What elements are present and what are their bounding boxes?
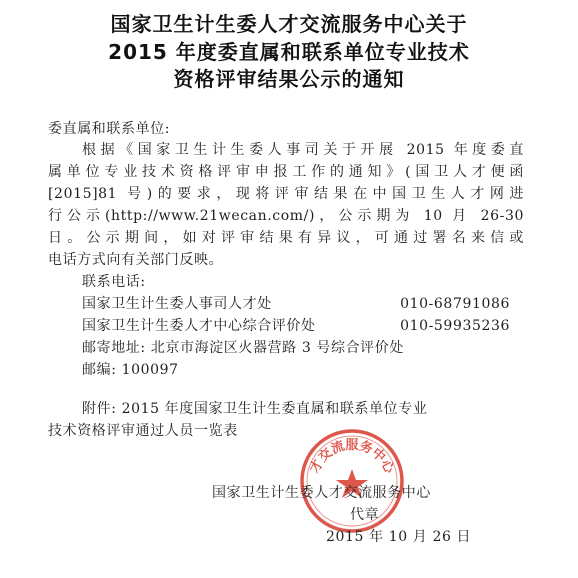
seal-text: 才交流服务中心 <box>307 438 397 476</box>
body-line-1: 根据《国家卫生计生委人事司关于开展 2015 年度委直 <box>82 142 524 158</box>
body-line-2: 属单位专业技术资格评审申报工作的通知》(国卫人才便函 <box>48 164 524 180</box>
postcode: 邮编: 100097 <box>82 362 179 378</box>
contact-row <box>82 294 510 314</box>
title-line-3: 资格评审结果公示的通知 <box>173 67 405 91</box>
contact-name: 国家卫生计生委人事司人才处 <box>82 296 272 312</box>
title-line-1: 国家卫生计生委人才交流服务中心关于 <box>110 12 468 36</box>
title-line-2: 2015 年度委直属和联系单位专业技术 <box>108 40 470 64</box>
signature-note: 代章 <box>350 507 380 523</box>
signature-org: 国家卫生计生委人才交流服务中心 <box>212 485 431 501</box>
contact-phone: 010-68791086 <box>400 296 510 312</box>
contact-phone: 010-59935236 <box>400 318 510 334</box>
attachment-line-1: 附件: 2015 年度国家卫生计生委直属和联系单位专业 <box>82 401 428 417</box>
attachment-line-2: 技术资格评审通过人员一览表 <box>48 423 238 439</box>
signature-date: 2015 年 10 月 26 日 <box>326 529 472 545</box>
mailing-address: 邮寄地址: 北京市海淀区火器营路 3 号综合评价处 <box>82 340 404 356</box>
body-line-4: 行公示(http://www.21wecan.com/)，公示期为 10 月 26-30 <box>48 208 524 224</box>
body-line-5: 日。公示期间，如对评审结果有异议，可通过署名来信或 <box>48 230 524 246</box>
contact-row <box>82 316 510 336</box>
body-line-3: [2015]81 号)的要求，现将评审结果在中国卫生人才网进 <box>48 186 524 202</box>
body-line-6: 电话方式向有关部门反映。 <box>48 252 224 268</box>
contact-name: 国家卫生计生委人才中心综合评价处 <box>82 318 316 334</box>
contact-label: 联系电话: <box>82 274 146 290</box>
recipient: 委直属和联系单位: <box>48 121 171 137</box>
